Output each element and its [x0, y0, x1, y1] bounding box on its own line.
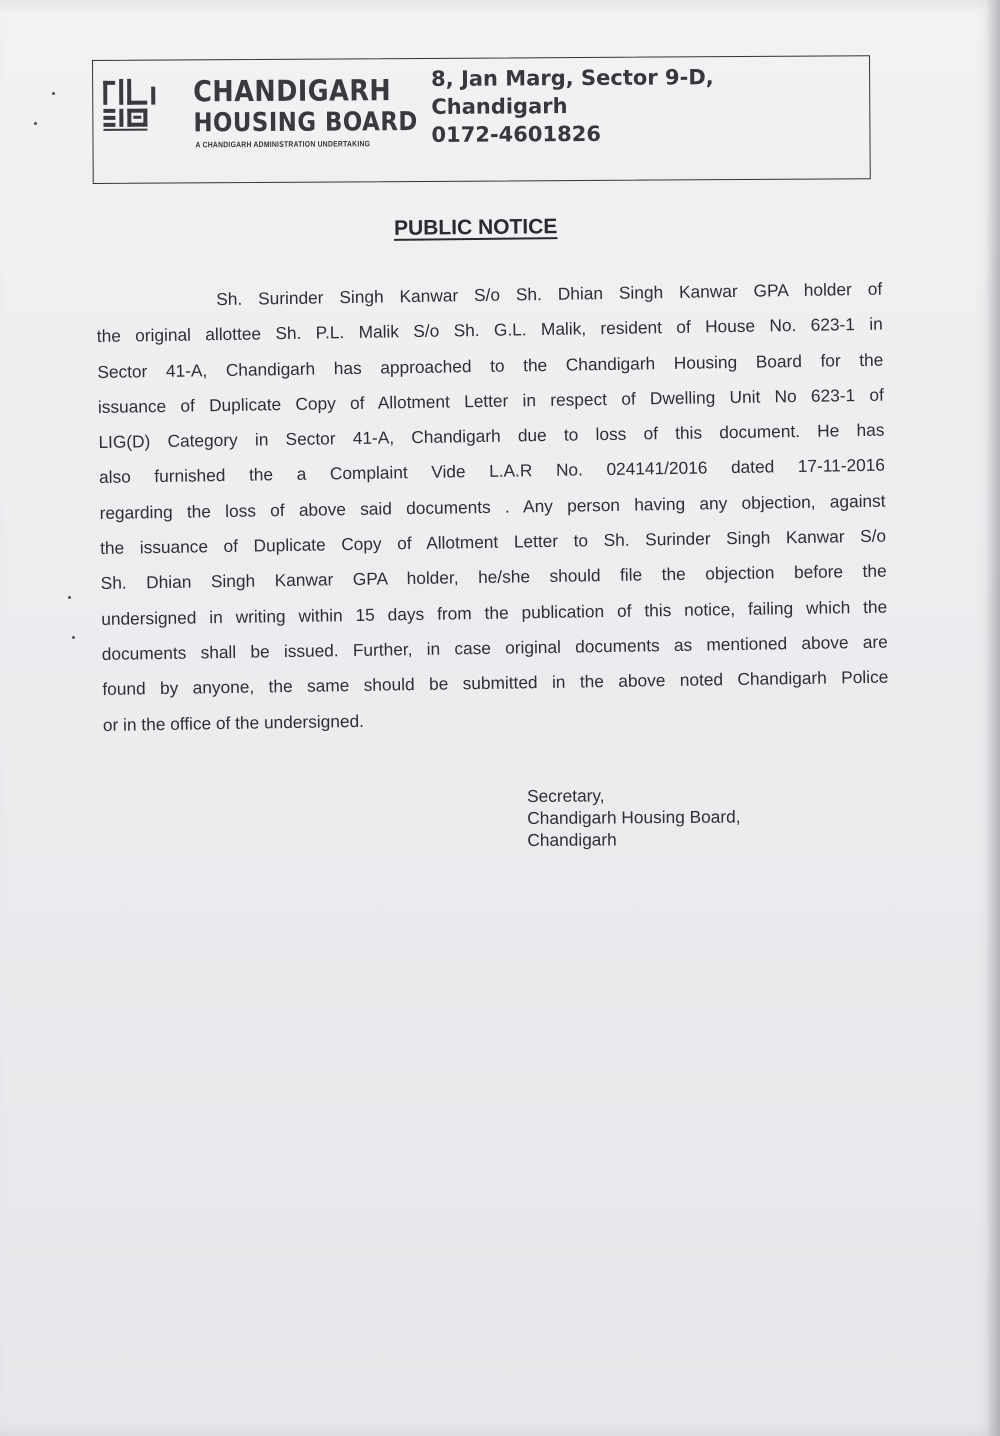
notice-line: also furnished the a Complaint Vide L.A.R No. 024141/2016 dated 17-11-2016 [98, 455, 886, 488]
page-edge-shadow [986, 0, 1000, 1436]
org-name-line-1: CHANDIGARH [193, 73, 392, 109]
phone-number: 0172-4601826 [431, 121, 601, 147]
chb-logo-icon [103, 78, 183, 132]
signature-city: Chandigarh [527, 829, 617, 850]
signature-org: Chandigarh Housing Board, [527, 806, 741, 828]
signature-block [527, 784, 741, 851]
notice-line: or in the office of the undersigned. [102, 710, 365, 735]
notice-line: the original allottee Sh. P.L. Malik S/o Sh. G.L. Malik, resident of House No. 623-1 in [96, 313, 883, 347]
letterhead-box [92, 55, 871, 184]
scan-speck [68, 596, 71, 599]
scan-speck [52, 92, 55, 95]
scan-speck [34, 122, 37, 125]
notice-line: regarding the loss of above said documents . Any person having any objection, against [99, 490, 886, 523]
notice-line: documents shall be issued. Further, in case original documents as mentioned above are [101, 631, 888, 664]
notice-line: Sh. Surinder Singh Kanwar S/o Sh. Dhian Singh Kanwar GPA holder of [216, 278, 883, 310]
notice-line: Sector 41-A, Chandigarh has approached to the Chandigarh Housing Board for the [97, 349, 884, 382]
notice-line: found by anyone, the same should be submitted in the above noted Chandigarh Police [102, 666, 889, 700]
address-line-1: 8, Jan Marg, Sector 9-D, [431, 65, 714, 91]
notice-line: Sh. Dhian Singh Kanwar GPA holder, he/she should file the objection before the [100, 560, 887, 594]
org-tagline: A CHANDIGARH ADMINISTRATION UNDERTAKING [195, 139, 371, 150]
notice-body [96, 272, 893, 743]
notice-line: undersigned in writing within 15 days from the publication of this notice, failing which the [101, 596, 888, 629]
notice-line: issuance of Duplicate Copy of Allotment Letter in respect of Dwelling Unit No 623-1 of [97, 384, 884, 417]
notice-title: PUBLIC NOTICE [393, 215, 558, 240]
notice-line: the issuance of Duplicate Copy of Allotment Letter to Sh. Surinder Singh Kanwar S/o [99, 525, 887, 559]
address-block [431, 63, 714, 149]
scan-speck [72, 636, 75, 639]
notice-line: LIG(D) Category in Sector 41-A, Chandigarh due to loss of this document. He has [98, 419, 885, 453]
signature-title: Secretary, [527, 785, 605, 806]
org-name-line-2: HOUSING BOARD [193, 107, 418, 139]
address-line-2: Chandigarh [431, 94, 568, 119]
